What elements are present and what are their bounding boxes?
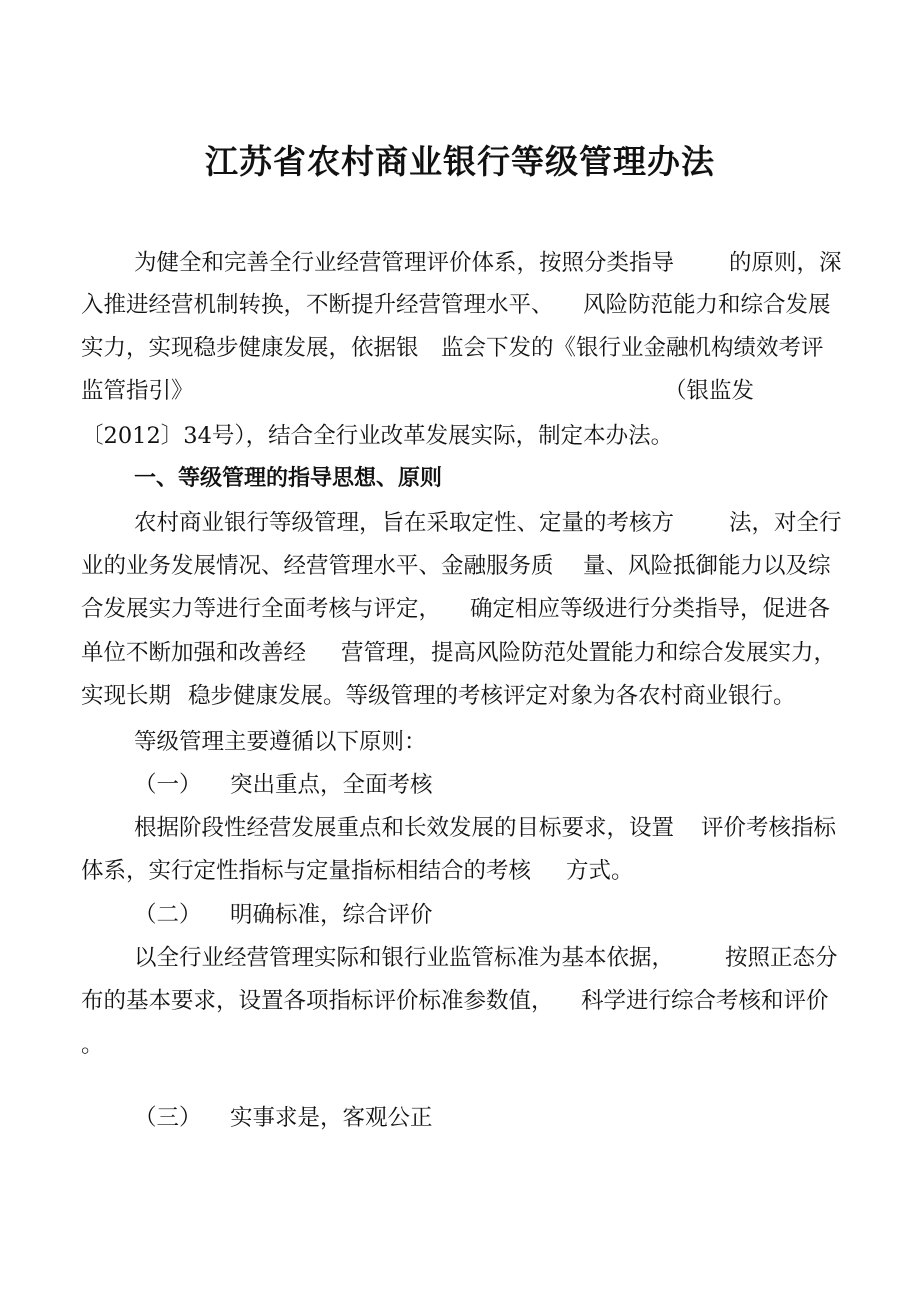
principle-2-line-1b: 按照正态分	[725, 945, 838, 971]
s1-p1-line-2b: 量、风险抵御能力以及综	[583, 553, 831, 579]
section-heading: 一、等级管理的指导思想、原则	[134, 466, 443, 491]
s1-p1-line-5a: 实现长期	[81, 683, 172, 709]
intro-line-2b: 风险防范能力和综合发展	[583, 292, 831, 318]
principle-1-line-2a: 体系，实行定性指标与定量指标相结合的考核	[81, 858, 532, 884]
intro-line-2a: 入推进经营机制转换，不断提升经营管理水平、	[81, 292, 554, 318]
principle-2-line-1a: 以全行业经营管理实际和银行业监管标准为基本依据，	[134, 945, 675, 971]
principle-1-num: （一）	[134, 772, 202, 798]
s1-p1-line-4a: 单位不断加强和改善经	[81, 640, 307, 666]
intro-line-4a: 监管指引》	[81, 378, 194, 404]
intro-line-1b: 的原则，深	[729, 250, 842, 276]
s1-p1-line-3b: 确定相应等级进行分类指导，促进各	[470, 596, 831, 622]
principle-1-line-2b: 方式。	[566, 858, 634, 884]
s1-p1-line-4b: 营管理，提高风险防范处置能力和综合发展实力，	[341, 640, 837, 666]
principle-1-line-1a: 根据阶段性经营发展重点和长效发展的目标要求，设置	[134, 815, 675, 841]
s1-p1-line-2a: 业的业务发展情况、经营管理水平、金融服务质	[81, 553, 554, 579]
principle-2-num: （二）	[134, 902, 202, 928]
principle-1-line-1b: 评价考核指标	[701, 815, 837, 841]
intro-line-3b: 监会下发的《银行业金融机构绩效考评	[441, 335, 824, 361]
intro-line-4b: （银监发	[664, 378, 755, 404]
principle-2-line-3: 。	[81, 1032, 104, 1058]
principle-3-num: （三）	[134, 1105, 202, 1131]
intro-line-1a: 为健全和完善全行业经营管理评价体系，按照分类指导	[134, 250, 675, 276]
document-title: 江苏省农村商业银行等级管理办法	[205, 142, 715, 181]
principle-1-title: 突出重点，全面考核	[230, 772, 433, 798]
s1-p1-line-1b: 法，对全行	[729, 510, 842, 536]
principle-2-title: 明确标准，综合评价	[230, 902, 433, 928]
principle-3-title: 实事求是，客观公正	[230, 1105, 433, 1131]
intro-line-5: 〔2012〕34号），结合全行业改革发展实际，制定本办法。	[81, 423, 674, 449]
principle-2-line-2a: 布的基本要求，设置各项指标评价标准参数值，	[81, 988, 554, 1014]
s1-p1-line-1a: 农村商业银行等级管理，旨在采取定性、定量的考核方	[134, 510, 675, 536]
s1-p2: 等级管理主要遵循以下原则：	[134, 729, 427, 755]
s1-p1-line-3a: 合发展实力等进行全面考核与评定，	[81, 596, 442, 622]
intro-line-3a: 实力，实现稳步健康发展，依据银	[81, 335, 419, 361]
s1-p1-line-5b: 稳步健康发展。等级管理的考核评定对象为各农村商业银行。	[188, 683, 796, 709]
principle-2-line-2b: 科学进行综合考核和评价	[581, 988, 829, 1014]
